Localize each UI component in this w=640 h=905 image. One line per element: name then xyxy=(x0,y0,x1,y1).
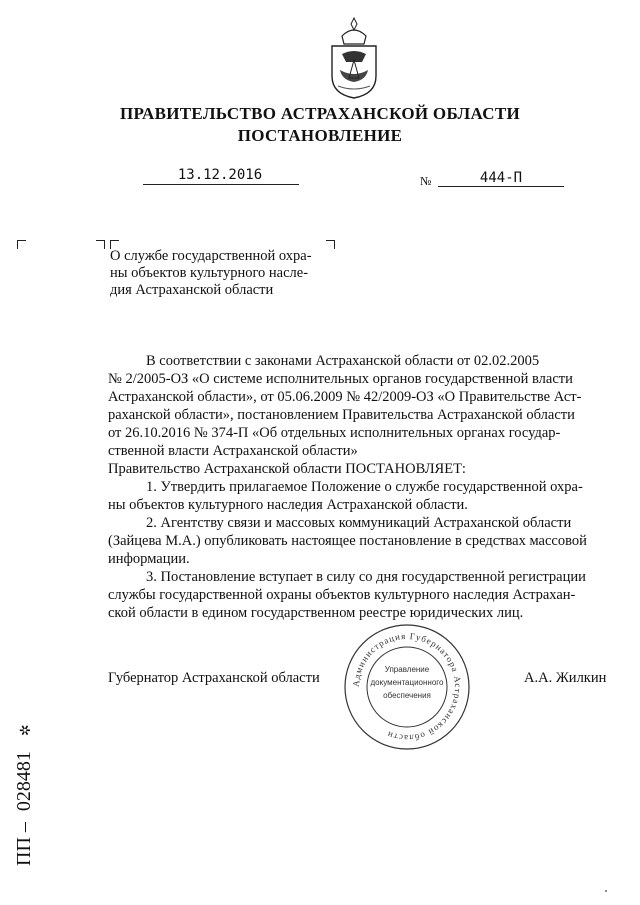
stamp-ring-text: Администрация Губернатора Астраханской области xyxy=(350,630,464,744)
subject-line: О службе государственной охра- xyxy=(110,248,312,264)
official-stamp xyxy=(342,622,472,752)
stamp-center-line: Управление xyxy=(384,665,430,674)
subject-line: ны объектов культурного насле- xyxy=(110,265,309,281)
document-date: 13.12.2016 xyxy=(177,167,263,183)
date-underline xyxy=(143,183,299,185)
document-number: 444-П xyxy=(479,170,523,186)
preamble-line: ственной власти Астраханской области» xyxy=(108,443,358,459)
item-3-line: ской области в едином государственном реестре юридических лиц. xyxy=(108,605,524,621)
document-body xyxy=(108,352,610,622)
preamble-line: от 26.10.2016 № 374-П «Об отдельных исполнительных органах государ- xyxy=(108,425,561,441)
item-3-line: службы государственной охраны объектов культурного наследия Астрахан- xyxy=(108,587,576,603)
scan-speck xyxy=(603,888,609,894)
item-2-line: 2. Агентству связи и массовых коммуникаций Астраханской области xyxy=(146,515,572,531)
decree-statement: Правительство Астраханской области ПОСТАНОВЛЯЕТ: xyxy=(108,461,466,477)
item-1-line: 1. Утвердить прилагаемое Положение о службе государственной охра- xyxy=(146,479,583,495)
item-3-line: 3. Постановление вступает в силу со дня государственной регистрации xyxy=(146,569,586,585)
item-2-line: (Зайцева М.А.) опубликовать настоящее постановление в средствах массовой xyxy=(108,533,587,549)
preamble-line: В соответствии с законами Астраханской области от 02.02.2005 xyxy=(146,353,540,369)
preamble-line: раханской области», постановлением Правительства Астраханской области xyxy=(108,407,575,423)
preamble-line: Астраханской области», от 05.06.2009 № 42/2009-ОЗ «О Правительстве Аст- xyxy=(108,389,582,405)
number-sign: № xyxy=(420,174,432,188)
preamble-line: № 2/2005-ОЗ «О системе исполнительных органов государственной власти xyxy=(108,371,573,387)
document-type: ПОСТАНОВЛЕНИЕ xyxy=(237,126,403,145)
subject-line: дия Астраханской области xyxy=(110,282,274,298)
document-subject xyxy=(110,248,340,299)
code-mark: ✲ xyxy=(19,724,34,737)
svg-text:ПП – 028481 ✲ xyxy=(13,724,35,866)
corner-mark-mid-right xyxy=(96,240,105,249)
registration-code xyxy=(2,670,42,870)
corner-mark-left xyxy=(17,240,26,249)
code-prefix: ПП – xyxy=(13,822,35,866)
organization-title: ПРАВИТЕЛЬСТВО АСТРАХАНСКОЙ ОБЛАСТИ xyxy=(120,104,520,123)
stamp-center-line: документационного xyxy=(370,678,444,687)
item-1-line: ны объектов культурного наследия Астраханской области. xyxy=(108,497,468,513)
stamp-center-line: обеспечения xyxy=(383,691,431,700)
signatory-title: Губернатор Астраханской области xyxy=(108,670,320,686)
item-2-line: информации. xyxy=(108,551,190,567)
coat-of-arms-icon xyxy=(326,14,382,100)
number-underline xyxy=(438,185,564,187)
code-number: 028481 xyxy=(13,751,35,812)
signatory-name: А.А. Жилкин xyxy=(524,670,607,686)
